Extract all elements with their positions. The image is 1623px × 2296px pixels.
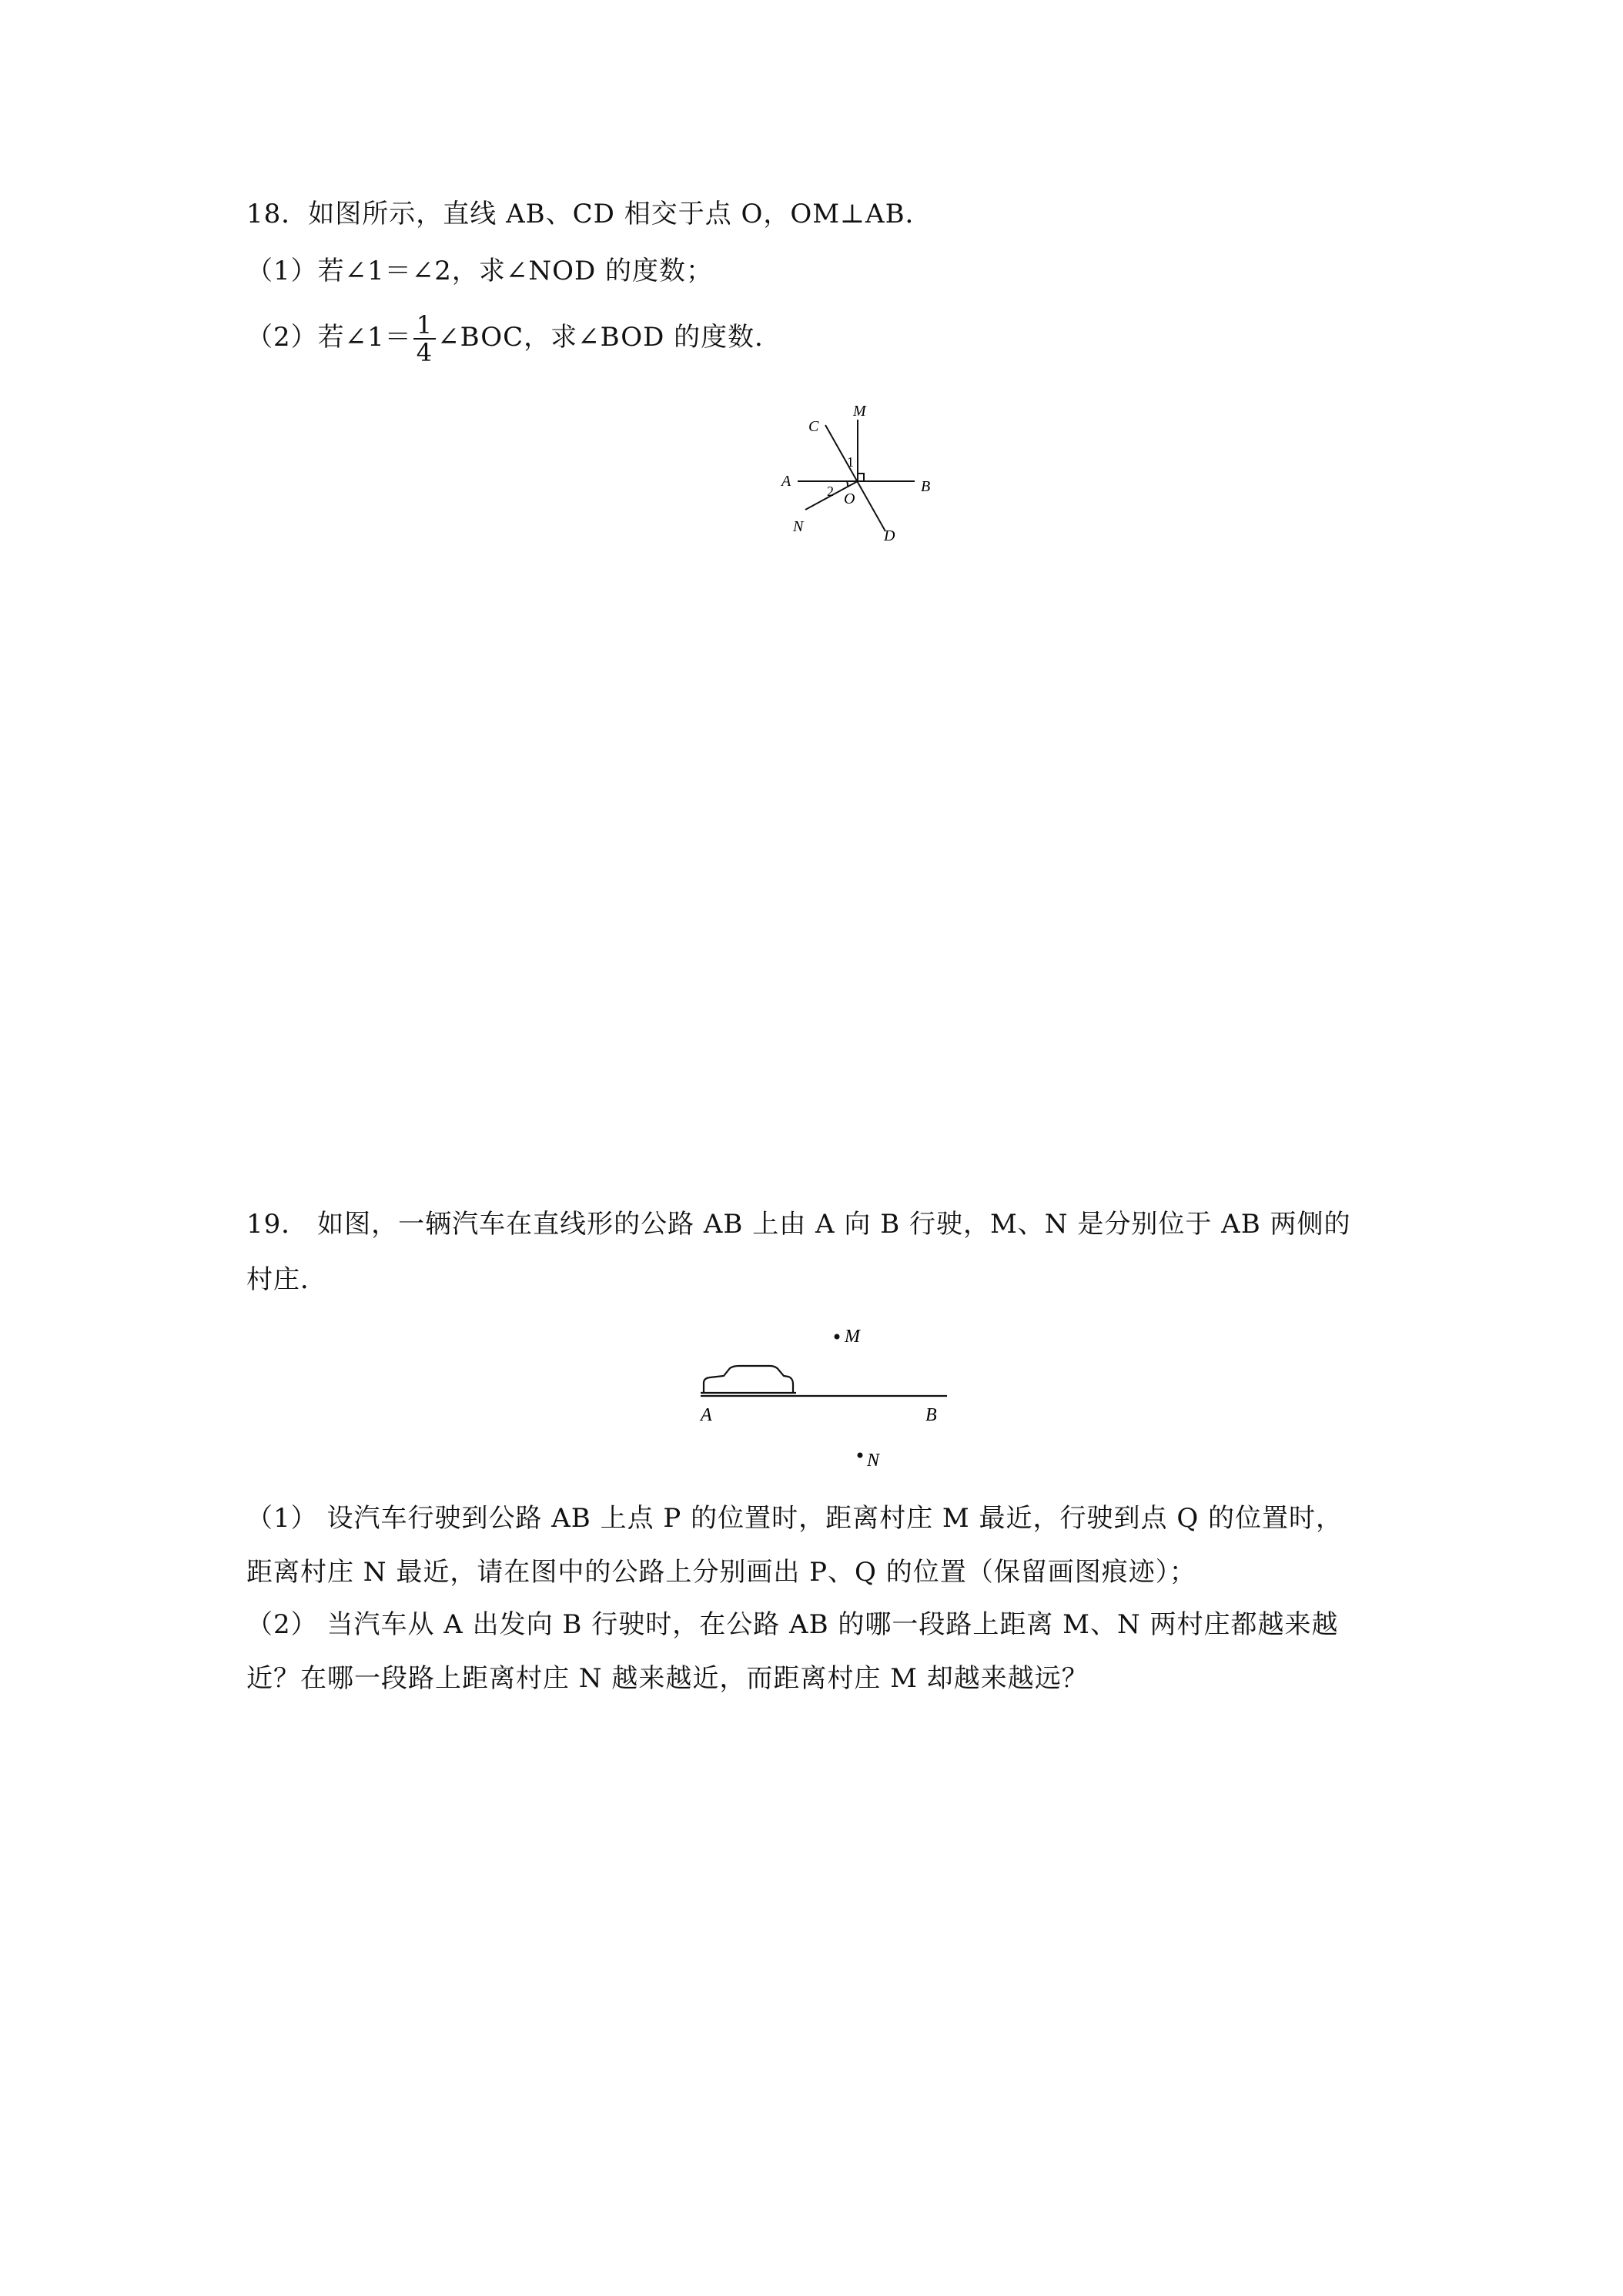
label-b: B bbox=[921, 478, 931, 495]
q19-stem-line2: 村庄． bbox=[246, 1264, 327, 1295]
village-n-dot bbox=[858, 1453, 863, 1458]
q19-figure bbox=[678, 1309, 955, 1478]
q19-part1-line2: 距离村庄 N 最近，请在图中的公路上分别画出 P、Q 的位置（保留画图痕迹）； bbox=[246, 1557, 1196, 1588]
q18-part1: （1）若∠1＝∠2，求∠NOD 的度数； bbox=[246, 256, 714, 286]
q18-part2-suffix: ∠BOC，求∠BOD 的度数． bbox=[437, 322, 782, 353]
fraction-denominator: 4 bbox=[416, 338, 433, 367]
q18-stem: 18．如图所示，直线 AB、CD 相交于点 O，OM⊥AB． bbox=[246, 199, 932, 229]
car-icon bbox=[701, 1366, 796, 1393]
label-c: C bbox=[808, 418, 819, 435]
label-m: M bbox=[845, 1327, 860, 1347]
label-a: A bbox=[781, 473, 791, 490]
label-m: M bbox=[853, 403, 866, 420]
label-a: A bbox=[701, 1405, 712, 1425]
label-d: D bbox=[884, 527, 895, 544]
q19-part1-line1: （1） 设汽车行驶到公路 AB 上点 P 的位置时，距离村庄 M 最近，行驶到点 Q 的位置时， bbox=[246, 1503, 1344, 1534]
line-cd bbox=[825, 425, 885, 531]
label-1: 1 bbox=[847, 454, 854, 470]
q18-part2-prefix: （2）若∠1＝ bbox=[246, 322, 412, 353]
fraction-numerator: 1 bbox=[413, 312, 436, 340]
right-angle-mark bbox=[858, 474, 864, 481]
q18-figure bbox=[770, 393, 955, 547]
q18-part2 bbox=[246, 312, 781, 366]
village-m-dot bbox=[835, 1334, 840, 1340]
q19-part2-line1: （2） 当汽车从 A 出发向 B 行驶时，在公路 AB 的哪一段路上距离 M、N 两村庄都越来越 bbox=[246, 1609, 1339, 1640]
angle-2-arc bbox=[847, 481, 848, 486]
label-o: O bbox=[844, 490, 855, 507]
fraction-one-quarter bbox=[413, 312, 436, 366]
label-n: N bbox=[867, 1451, 880, 1471]
label-b: B bbox=[925, 1405, 937, 1425]
q19-part2-line2: 近？在哪一段路上距离村庄 N 越来越近，而距离村庄 M 却越来越远？ bbox=[246, 1663, 1089, 1694]
q19-stem-line1: 19． 如图，一辆汽车在直线形的公路 AB 上由 A 向 B 行驶，M、N 是分别位于 AB 两侧的 bbox=[246, 1209, 1351, 1240]
label-2: 2 bbox=[827, 484, 834, 499]
label-n: N bbox=[793, 518, 804, 535]
